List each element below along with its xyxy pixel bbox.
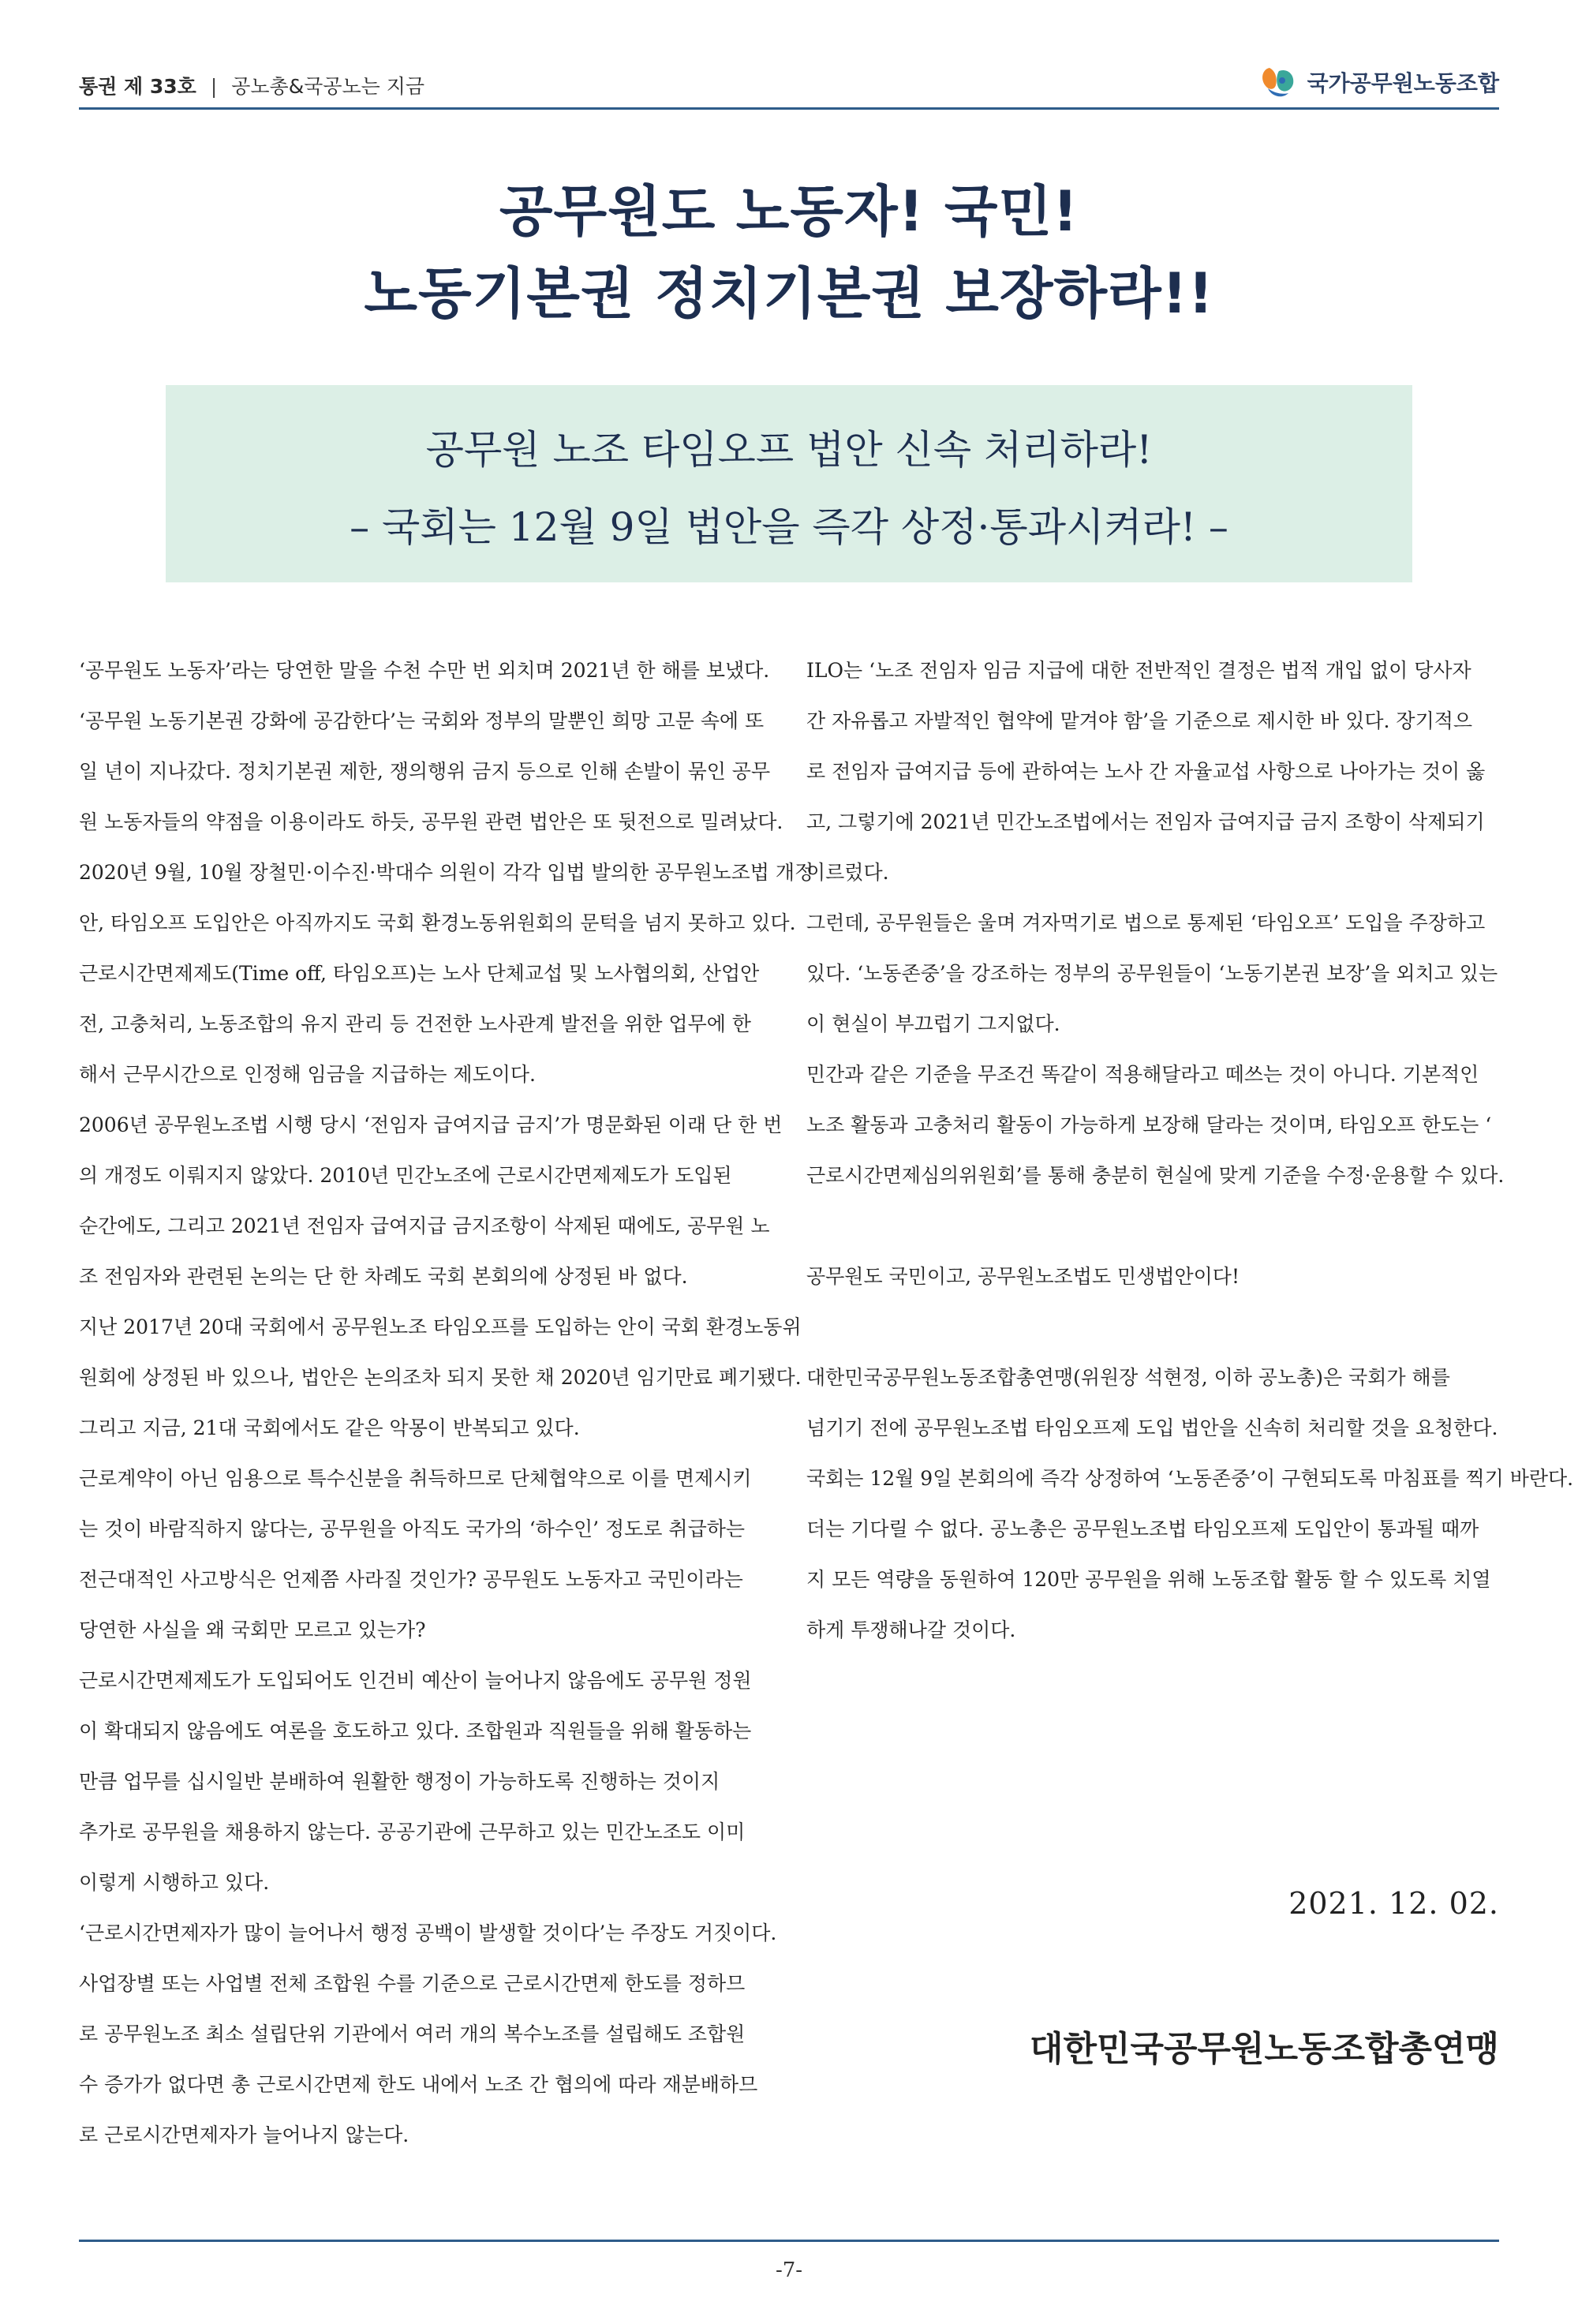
body-text-line: 는 것이 바람직하지 않다는, 공무원을 아직도 국가의 ‘하수인’ 정도로 취급하는 [79, 1518, 746, 1540]
header-rule [79, 107, 1499, 110]
body-text-line: 이르렀다. [806, 861, 889, 884]
body-text-line: ‘공무원도 노동자’라는 당연한 말을 수천 수만 번 외치며 2021년 한 해를 보냈다. [79, 659, 770, 682]
body-text-line: 원 노동자들의 약점을 이용이라도 하듯, 공무원 관련 법안은 또 뒷전으로 밀려났다. [79, 810, 783, 833]
body-text-line: 이렇게 시행하고 있다. [79, 1871, 270, 1894]
body-text-line: 그리고 지금, 21대 국회에서도 같은 악몽이 반복되고 있다. [79, 1416, 580, 1439]
body-text-line: 원회에 상정된 바 있으나, 법안은 논의조차 되지 못한 채 2020년 임기만료 폐기됐다. [79, 1366, 802, 1389]
section-name: 공노총&국공노는 지금 [231, 75, 425, 98]
body-text-line: 근로시간면제제도(Time off, 타임오프)는 노사 단체교섭 및 노사협의회, 산업안 [79, 962, 760, 985]
body-text-line: 더는 기다릴 수 없다. 공노총은 공무원노조법 타임오프제 도입안이 통과될 때까 [806, 1518, 1479, 1540]
body-column-right [806, 646, 1574, 1656]
body-text-line: 사업장별 또는 사업별 전체 조합원 수를 기준으로 근로시간면제 한도를 정하므 [79, 1972, 746, 1995]
statement-date: 2021. 12. 02. [1288, 1886, 1499, 1921]
paragraph-gap [806, 1201, 1501, 1252]
body-text-line: 넘기기 전에 공무원노조법 타임오프제 도입 법안을 신속히 처리할 것을 요청한다. [806, 1416, 1498, 1439]
body-text-line: 근로계약이 아닌 임용으로 특수신분을 취득하므로 단체협약으로 이를 면제시키 [79, 1467, 752, 1490]
body-text-line: 안, 타임오프 도입안은 아직까지도 국회 환경노동위원회의 문턱을 넘지 못하고 있다. [79, 911, 796, 934]
headline-line-1: 공무원도 노동자! 국민! [499, 179, 1079, 244]
statement-organization: 대한민국공무원노동조합총연맹 [1029, 2029, 1499, 2069]
body-text-line: 이 확대되지 않음에도 여론을 호도하고 있다. 조합원과 직원들을 위해 활동하는 [79, 1720, 752, 1742]
body-text-line: 지 모든 역량을 동원하여 120만 공무원을 위해 노동조합 활동 할 수 있도록 치열 [806, 1568, 1491, 1591]
body-text-line: 국회는 12월 9일 본회의에 즉각 상정하여 ‘노동존중’이 구현되도록 마침표를 찍기 바란다. [806, 1467, 1574, 1490]
body-text-line: 있다. ‘노동존중’을 강조하는 정부의 공무원들이 ‘노동기본권 보장’을 외치고 있는 [806, 962, 1498, 985]
body-text-line: ILO는 ‘노조 전임자 임금 지급에 대한 전반적인 결정은 법적 개입 없이 당사자 [806, 659, 1471, 682]
body-text-line: 순간에도, 그리고 2021년 전임자 급여지급 금지조항이 삭제된 때에도, 공무원 노 [79, 1214, 770, 1237]
subheadline-box [166, 385, 1412, 582]
body-text-line: 2020년 9월, 10월 장철민·이수진·박대수 의원이 각각 입법 발의한 공무원노조법 개정 [79, 861, 814, 884]
footer-rule [79, 2240, 1499, 2242]
body-text-line: 로 근로시간면제자가 늘어나지 않는다. [79, 2124, 409, 2146]
body-text-line: 로 공무원노조 최소 설립단위 기관에서 여러 개의 복수노조를 설립해도 조합원 [79, 2023, 746, 2045]
union-logo-text: 국가공무원노동조합 [1307, 70, 1499, 96]
subheadline-line-1: 공무원 노조 타임오프 법안 신속 처리하라! [425, 427, 1153, 473]
header-separator: | [210, 75, 218, 98]
body-text-line: ‘근로시간면제자가 많이 늘어나서 행정 공백이 발생할 것이다’는 주장도 거짓이다. [79, 1922, 777, 1944]
body-text-line: 근로시간면제제도가 도입되어도 인건비 예산이 늘어나지 않음에도 공무원 정원 [79, 1669, 752, 1692]
body-text-line: 민간과 같은 기준을 무조건 똑같이 적용해달라고 떼쓰는 것이 아니다. 기본적인 [806, 1063, 1479, 1086]
body-text-line: 의 개정도 이뤄지지 않았다. 2010년 민간노조에 근로시간면제제도가 도입된 [79, 1164, 732, 1187]
body-text-line: 당연한 사실을 왜 국회만 모르고 있는가? [79, 1619, 426, 1641]
body-text-line: 대한민국공무원노동조합총연맹(위원장 석현정, 이하 공노총)은 국회가 해를 [806, 1366, 1450, 1389]
body-text-line: 이 현실이 부끄럽기 그지없다. [806, 1012, 1060, 1035]
body-column-left [79, 646, 814, 2161]
union-logo-icon [1258, 63, 1298, 101]
body-text-line: 일 년이 지나갔다. 정치기본권 제한, 쟁의행위 금지 등으로 인해 손발이 묶인 공무 [79, 760, 771, 783]
right-section-ilo [806, 646, 1505, 1201]
right-section-demand [806, 1353, 1574, 1656]
body-text-line: 공무원도 국민이고, 공무원노조법도 민생법안이다! [806, 1265, 1240, 1288]
body-text-line: 2006년 공무원노조법 시행 당시 ‘전임자 급여지급 금지’가 명문화된 이래 단 한 번 [79, 1113, 783, 1136]
body-text-line: 전, 고충처리, 노동조합의 유지 관리 등 건전한 노사관계 발전을 위한 업무에 한 [79, 1012, 751, 1035]
body-text-line: 수 증가가 없다면 총 근로시간면제 한도 내에서 노조 간 협의에 따라 재분배하므 [79, 2073, 758, 2096]
subheadline-line-2: – 국회는 12월 9일 법안을 즉각 상정·통과시켜라! – [350, 504, 1228, 550]
body-text-line: 하게 투쟁해나갈 것이다. [806, 1619, 1016, 1641]
body-text-line: 간 자유롭고 자발적인 협약에 맡겨야 함’을 기준으로 제시한 바 있다. 장기적으 [806, 709, 1473, 732]
body-text-line: 만큼 업무를 십시일반 분배하여 원활한 행정이 가능하도록 진행하는 것이지 [79, 1770, 720, 1793]
page-header [79, 62, 1499, 103]
body-text-line: 지난 2017년 20대 국회에서 공무원노조 타임오프를 도입하는 안이 국회 환경노동위 [79, 1315, 802, 1338]
issue-number: 통권 제 33호 [79, 75, 196, 98]
body-text-line: 조 전임자와 관련된 논의는 단 한 차례도 국회 본회의에 상정된 바 없다. [79, 1265, 688, 1288]
body-text-line: 추가로 공무원을 채용하지 않는다. 공공기관에 근무하고 있는 민간노조도 이미 [79, 1821, 746, 1843]
body-text-line: 고, 그렇기에 2021년 민간노조법에서는 전임자 급여지급 금지 조항이 삭제되기 [806, 810, 1485, 833]
headline-line-2: 노동기본권 정치기본권 보장하라!! [364, 261, 1214, 326]
body-text-line: 그런데, 공무원들은 울며 겨자먹기로 법으로 통제된 ‘타임오프’ 도입을 주장하고 [806, 911, 1486, 934]
page-number: -7- [775, 2259, 803, 2282]
paragraph-gap [806, 1302, 1501, 1353]
union-logo [1258, 62, 1499, 103]
body-text-line: 로 전임자 급여지급 등에 관하여는 노사 간 자율교섭 사항으로 나아가는 것이 옳 [806, 760, 1486, 783]
right-section-slogan [806, 1252, 1501, 1302]
issue-info [79, 71, 424, 99]
body-text-line: 해서 근무시간으로 인정해 임금을 지급하는 제도이다. [79, 1063, 536, 1086]
body-text-line: 전근대적인 사고방식은 언제쯤 사라질 것인가? 공무원도 노동자고 국민이라는 [79, 1568, 743, 1591]
body-text-line: 노조 활동과 고충처리 활동이 가능하게 보장해 달라는 것이며, 타임오프 한도는 ‘ [806, 1113, 1492, 1136]
body-text-line: ‘공무원 노동기본권 강화에 공감한다’는 국회와 정부의 말뿐인 희망 고문 속에 또 [79, 709, 765, 732]
body-text-line: 근로시간면제심의위원회’를 통해 충분히 현실에 맞게 기준을 수정·운용할 수 있다. [806, 1164, 1505, 1187]
